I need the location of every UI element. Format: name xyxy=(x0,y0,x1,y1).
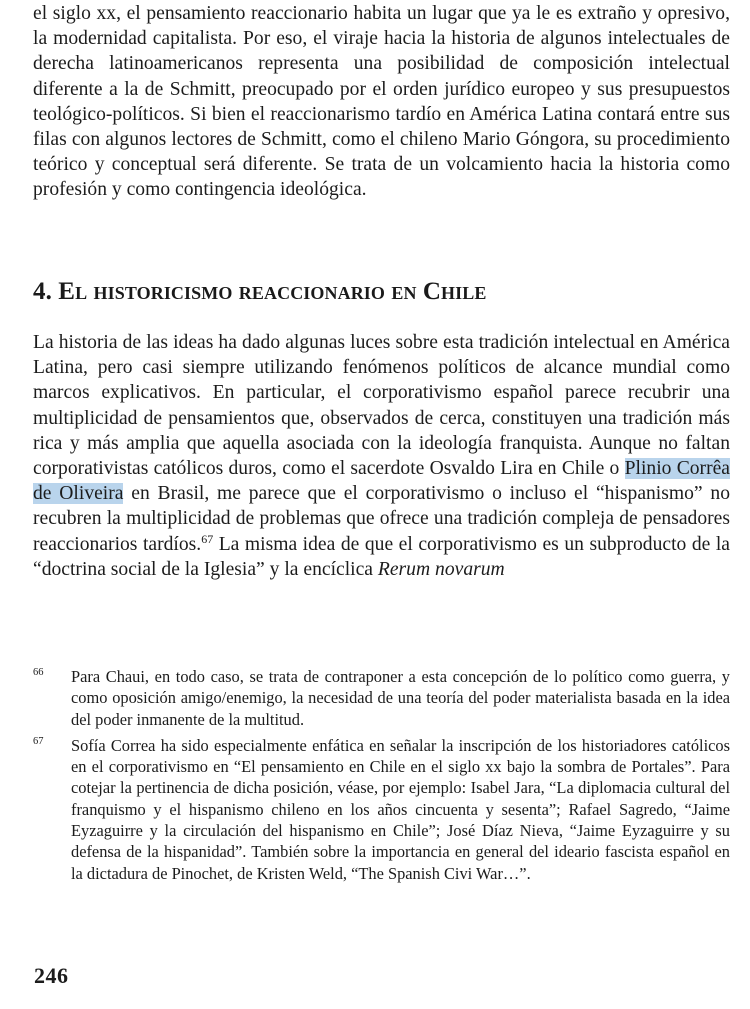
footnote-67 xyxy=(33,735,730,884)
paragraph-text-segment: en Brasil, me parece que el corporativismo o incluso el “hispanismo” no recubren la multiplicidad de problemas que ofrece una tradición compleja de pensadores reaccionarios tardíos. xyxy=(33,483,730,555)
footnote-reference-67[interactable]: 67 xyxy=(201,531,214,546)
footnotes xyxy=(33,666,730,889)
footnote-66 xyxy=(33,666,730,730)
section-heading: 4. El historicismo reaccionario en Chile xyxy=(33,278,487,305)
paragraph-text-segment: La misma idea de que el corporativismo es un subproducto de la “doctrina social de la Iglesia” y la encíclica xyxy=(33,533,730,580)
italic-title: Rerum novarum xyxy=(377,558,505,580)
body-paragraph-1: el siglo xx, el pensamiento reaccionario habita un lugar que ya le es extraño y opresivo, la modernidad capitalista. Por eso, el viraje hacia la historia de algunos intelectuales de derecha latinoamericanos representa una posibilidad de composición intelectual diferente a la de Schmitt, preocupado por el orden jurídico europeo y sus presupuestos teológico-políticos. Si bien el reaccionarismo tardío en América Latina contará entre sus filas con algunos lectores de Schmitt, como el chileno Mario Góngora, su procedimiento teórico y conceptual será diferente. Se trata de un volcamiento hacia la historia como profesión y como contingencia ideológica. xyxy=(33,3,730,201)
paragraph-text-segment: La historia de las ideas ha dado algunas luces sobre esta tradición intelectual en América Latina, pero casi siempre utilizando fenómenos políticos de alcance mundial como marcos explicativos. En particular, el corporativismo español parece recubrir una multiplicidad de pensamientos que, observados de cerca, constituyen una tradición más rica y más amplia que aquella asociada con la ideología franquista. Aunque no faltan corporativistas católicos duros, como el sacerdote Osvaldo Lira en Chile o xyxy=(33,332,730,480)
highlighted-text-selection[interactable]: Plinio Corrêa de Oliveira xyxy=(33,458,730,505)
page-number: 246 xyxy=(34,963,69,988)
footnote-number: 67 xyxy=(33,735,44,747)
body-paragraph-2 xyxy=(33,330,730,582)
footnote-text: Para Chaui, en todo caso, se trata de contraponer a esta concepción de lo político como guerra, y como oposición amigo/enemigo, la necesidad de una teoría del poder materialista basada en la idea del poder inmanente de la multitud. xyxy=(71,667,730,729)
footnote-number: 66 xyxy=(33,667,44,678)
footnote-text: Sofía Correa ha sido especialmente enfática en señalar la inscripción de los historiadores católicos en el corporativismo en “El pensamiento en Chile en el siglo xx bajo la sombra de Portales”. Para cotejar la pertinencia de dicha posición, véase, por ejemplo: Isabel Jara, “La diplomacia cultural del franquismo y el hispanismo chileno en los años cincuenta y sesenta”; Rafael Sagredo, “Jaime Eyzaguirre y la circulación del hispanismo en Chile”; José Díaz Nieva, “Jaime Eyzaguirre y su defensa de la hispanidad”. También sobre la importancia en general del ideario fascista español en la dictadura de Pinochet, de Kristen Weld, “The Spanish Civi War…”. xyxy=(71,735,730,883)
